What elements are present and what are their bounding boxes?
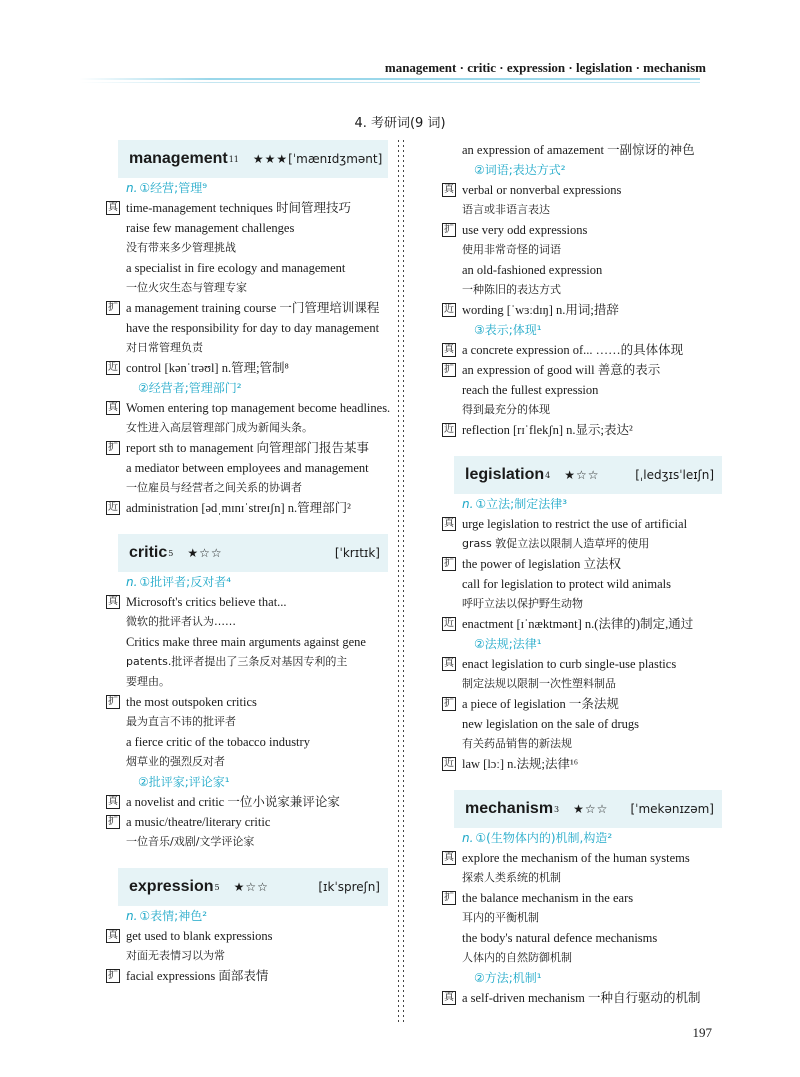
headword: legislation	[465, 466, 545, 483]
example-line	[440, 340, 722, 360]
sense-text: ①立法;制定法律³	[475, 497, 568, 511]
example-line	[104, 926, 388, 946]
example-line	[440, 300, 722, 320]
line-text: the body's natural defence mechanisms	[462, 931, 658, 945]
sense-heading	[440, 160, 722, 180]
sense-text: ②法规;法律¹	[474, 637, 542, 651]
entry-headword-box	[118, 868, 388, 906]
translation-line	[104, 832, 388, 852]
line-text: use very odd expressions	[462, 223, 588, 237]
example-line	[440, 714, 722, 734]
example-line	[440, 614, 722, 634]
line-text: 有关药品销售的新法规	[462, 737, 572, 750]
headword: mechanism	[465, 800, 554, 817]
entry-expression	[104, 868, 388, 986]
example-line	[104, 498, 388, 518]
line-text: verbal or nonverbal expressions	[462, 183, 622, 197]
line-text: 一种陈旧的表达方式	[462, 283, 561, 296]
line-text: 烟草业的强烈反对者	[126, 755, 225, 768]
line-text: 使用非常奇怪的词语	[462, 243, 561, 256]
example-line	[104, 632, 388, 652]
sense-heading	[104, 772, 388, 792]
label-badge: 真	[108, 402, 118, 413]
sense-text: ②词语;表达方式²	[474, 163, 566, 177]
line-text: new legislation on the sale of drugs	[462, 717, 640, 731]
translation-line	[104, 278, 388, 298]
translation-line	[440, 908, 722, 928]
label-badge: 真	[108, 796, 118, 807]
frequency-superscript: 11	[228, 154, 239, 164]
line-text: reach the fullest expression	[462, 383, 599, 397]
sense-text: ①表情;神色²	[139, 909, 208, 923]
headword: critic	[129, 544, 168, 561]
line-text: an expression of amazement 一副惊讶的神色	[462, 143, 695, 157]
example-line	[440, 574, 722, 594]
line-text: 人体内的自然防御机制	[462, 951, 572, 964]
example-line	[440, 220, 722, 240]
entry-management	[104, 140, 391, 518]
label-badge: 扩	[108, 816, 118, 827]
translation-line	[440, 280, 722, 300]
example-line	[104, 298, 388, 318]
example-line	[104, 218, 388, 238]
sense-text: ②方法;机制¹	[474, 971, 542, 985]
line-text: a fierce critic of the tobacco industry	[126, 735, 310, 749]
part-of-speech: n.	[126, 181, 138, 195]
line-text: time-management techniques 时间管理技巧	[126, 201, 351, 215]
frequency-superscript: 5	[168, 548, 174, 558]
sense-heading	[440, 494, 722, 514]
label-badge: 扩	[108, 302, 118, 313]
line-text: a mediator between employees and management	[126, 461, 369, 475]
page-header	[0, 58, 800, 88]
star-rating: ★☆☆	[187, 546, 223, 560]
line-text: 语言或非语言表达	[462, 203, 550, 216]
line-text: get used to blank expressions	[126, 929, 273, 943]
line-text: Microsoft's critics believe that...	[126, 595, 287, 609]
label-badge: 扩	[108, 696, 118, 707]
frequency-superscript: 3	[554, 804, 560, 814]
sense-heading	[104, 378, 388, 398]
translation-line	[104, 712, 388, 732]
label-badge: 真	[444, 518, 454, 529]
label-badge: 真	[444, 344, 454, 355]
sense-heading	[440, 320, 722, 340]
line-text: Critics make three main arguments against gene	[126, 635, 366, 649]
line-text: report sth to management 向管理部门报告某事	[126, 441, 370, 455]
example-line	[104, 318, 388, 338]
example-line	[440, 260, 722, 280]
label-badge: 扩	[444, 364, 454, 375]
entry-headword-box	[454, 790, 722, 828]
line-text: 最为直言不讳的批评者	[126, 715, 236, 728]
example-line	[440, 988, 722, 1008]
line-text: 耳内的平衡机制	[462, 911, 539, 924]
line-text: enactment [ɪˈnæktmənt] n.(法律的)制定,通过	[462, 617, 694, 631]
line-text: raise few management challenges	[126, 221, 295, 235]
entry-headword-box	[118, 534, 388, 572]
phonetic: [ˈmekənɪzəm]	[630, 802, 714, 816]
line-text: urge legislation to restrict the use of artificial	[462, 517, 688, 531]
example-line	[104, 792, 388, 812]
line-text: administration [ədˌmɪnɪˈstreɪʃn] n.管理部门²	[126, 501, 351, 515]
label-badge: 扩	[108, 442, 118, 453]
example-line	[104, 812, 388, 832]
line-text: 要理由。	[126, 675, 170, 688]
sense-text: ③表示;体现¹	[474, 323, 542, 337]
line-text: 得到最充分的体现	[462, 403, 550, 416]
label-badge: 真	[108, 930, 118, 941]
example-line	[440, 754, 722, 774]
translation-line	[440, 200, 722, 220]
example-line	[440, 554, 722, 574]
line-text: a piece of legislation 一条法规	[462, 697, 619, 711]
line-text: patents.批评者提出了三条反对基因专利的主	[126, 655, 348, 668]
label-badge: 近	[444, 424, 454, 435]
label-badge: 近	[444, 618, 454, 629]
translation-line	[104, 612, 388, 632]
label-badge: 真	[444, 852, 454, 863]
line-text: the power of legislation 立法权	[462, 557, 621, 571]
sense-heading	[104, 572, 388, 592]
translation-line	[440, 594, 722, 614]
star-rating: ★☆☆	[564, 468, 600, 482]
star-rating: ★★★	[252, 152, 289, 166]
line-text: the balance mechanism in the ears	[462, 891, 634, 905]
line-text: reflection [rɪˈflekʃn] n.显示;表达²	[462, 423, 633, 437]
label-badge: 真	[108, 202, 118, 213]
part-of-speech: n.	[126, 575, 138, 589]
sense-text: ①(生物体内的)机制,构造²	[475, 831, 613, 845]
line-text: 呼吁立法以保护野生动物	[462, 597, 583, 610]
example-line	[440, 360, 722, 380]
label-badge: 真	[444, 658, 454, 669]
example-line	[440, 928, 722, 948]
example-line	[104, 692, 388, 712]
headword: expression	[129, 878, 214, 895]
entry-headword-box	[118, 140, 388, 178]
line-text: 对日常管理负责	[126, 341, 203, 354]
translation-line	[440, 674, 722, 694]
label-badge: 扩	[108, 970, 118, 981]
line-text: 一位火灾生态与管理专家	[126, 281, 247, 294]
label-badge: 真	[444, 184, 454, 195]
line-text: law [lɔː] n.法规;法律¹⁶	[462, 757, 579, 771]
line-text: grass 敦促立法以限制人造草坪的使用	[462, 537, 650, 550]
label-badge: 真	[444, 992, 454, 1003]
line-text: a management training course 一门管理培训课程	[126, 301, 380, 315]
label-badge: 近	[108, 362, 118, 373]
line-text: a music/theatre/literary critic	[126, 815, 271, 829]
translation-line	[104, 338, 388, 358]
right-column	[440, 140, 722, 1008]
phonetic: [ˈkrɪtɪk]	[334, 546, 380, 560]
translation-line	[440, 868, 722, 888]
translation-line	[104, 946, 388, 966]
header-title: management · critic · expression · legislation · mechanism	[384, 60, 706, 75]
example-line	[104, 458, 388, 478]
translation-line	[440, 948, 722, 968]
example-line	[440, 420, 722, 440]
translation-line	[440, 400, 722, 420]
sense-heading	[440, 828, 722, 848]
part-of-speech: n.	[462, 831, 474, 845]
label-badge: 近	[444, 304, 454, 315]
line-text: a self-driven mechanism 一种自行驱动的机制	[462, 991, 701, 1005]
line-text: 制定法规以限制一次性塑料制品	[462, 677, 616, 690]
example-line	[104, 198, 388, 218]
star-rating: ★☆☆	[573, 802, 609, 816]
column-divider-inner	[403, 140, 404, 1025]
example-line	[440, 848, 722, 868]
line-text: an expression of good will 善意的表示	[462, 363, 661, 377]
example-line	[104, 438, 388, 458]
line-text: explore the mechanism of the human systems	[462, 851, 690, 865]
example-line	[104, 258, 388, 278]
line-text: 一位音乐/戏剧/文学评论家	[126, 835, 255, 848]
label-badge: 近	[108, 502, 118, 513]
label-badge: 扩	[444, 892, 454, 903]
translation-line	[104, 478, 388, 498]
line-text: a novelist and critic 一位小说家兼评论家	[126, 795, 340, 809]
line-text: enact legislation to curb single-use plastics	[462, 657, 677, 671]
phonetic: [ɪkˈspreʃn]	[318, 880, 380, 894]
line-text: wording [ˈwɜːdɪŋ] n.用词;措辞	[462, 303, 619, 317]
sense-heading	[104, 178, 388, 198]
example-line	[104, 966, 388, 986]
line-text: a specialist in fire ecology and management	[126, 261, 346, 275]
entry-headword-box	[454, 456, 722, 494]
label-badge: 扩	[444, 224, 454, 235]
line-text: 探索人类系统的机制	[462, 871, 561, 884]
phonetic: [ˈmænɪdʒmənt]	[288, 152, 383, 166]
phonetic: [ˌledʒɪsˈleɪʃn]	[635, 468, 714, 482]
sense-text: ①经营;管理⁹	[139, 181, 208, 195]
entry-mechanism	[440, 790, 722, 1008]
example-line	[104, 732, 388, 752]
line-text: facial expressions 面部表情	[126, 969, 269, 983]
page-number: 197	[692, 1025, 712, 1040]
sense-text: ②批评家;评论家¹	[138, 775, 230, 789]
translation-line	[440, 240, 722, 260]
example-line	[440, 514, 722, 534]
translation-line	[440, 734, 722, 754]
headword: management	[129, 150, 228, 167]
example-line	[104, 592, 388, 612]
sense-text: ①批评者;反对者⁴	[139, 575, 232, 589]
line-text: 微软的批评者认为……	[126, 615, 236, 628]
left-column	[104, 140, 391, 986]
example-line	[104, 358, 388, 378]
sense-heading	[440, 968, 722, 988]
translation-line	[104, 238, 388, 258]
example-line	[440, 140, 722, 160]
label-badge: 近	[444, 758, 454, 769]
part-of-speech: n.	[126, 909, 138, 923]
example-line	[440, 654, 722, 674]
line-text: the most outspoken critics	[126, 695, 257, 709]
line-text: an old-fashioned expression	[462, 263, 603, 277]
entry-critic	[104, 534, 388, 852]
part-of-speech: n.	[462, 497, 474, 511]
example-line	[440, 694, 722, 714]
example-line	[440, 380, 722, 400]
translation-line	[440, 534, 722, 554]
line-text: Women entering top management become headlines.	[126, 401, 391, 415]
example-line	[104, 398, 391, 418]
label-badge: 真	[108, 596, 118, 607]
sense-text: ②经营者;管理部门²	[138, 381, 242, 395]
label-badge: 扩	[444, 558, 454, 569]
section-title: 4. 考研词(9 词)	[354, 116, 446, 131]
line-text: control [kənˈtrəʊl] n.管理;管制⁸	[126, 361, 289, 375]
line-text: 一位雇员与经营者之间关系的协调者	[126, 481, 302, 494]
translation-line	[104, 672, 388, 692]
example-line	[440, 888, 722, 908]
label-badge: 扩	[444, 698, 454, 709]
sense-heading	[104, 906, 388, 926]
translation-line	[104, 652, 388, 672]
line-text: 对面无表情习以为常	[126, 949, 225, 962]
frequency-superscript: 4	[545, 470, 551, 480]
example-line	[440, 180, 722, 200]
translation-line	[104, 752, 388, 772]
line-text: 女性进入高层管理部门成为新闻头条。	[126, 421, 313, 434]
line-text: a concrete expression of... ……的具体体现	[462, 343, 684, 357]
sense-heading	[440, 634, 722, 654]
frequency-superscript: 5	[214, 882, 220, 892]
star-rating: ★☆☆	[233, 880, 269, 894]
line-text: have the responsibility for day to day management	[126, 321, 380, 335]
line-text: 没有带来多少管理挑战	[126, 241, 236, 254]
entry-expression-continued	[440, 140, 722, 440]
entry-legislation	[440, 456, 722, 774]
line-text: call for legislation to protect wild animals	[462, 577, 671, 591]
translation-line	[104, 418, 388, 438]
column-divider	[396, 140, 406, 1025]
